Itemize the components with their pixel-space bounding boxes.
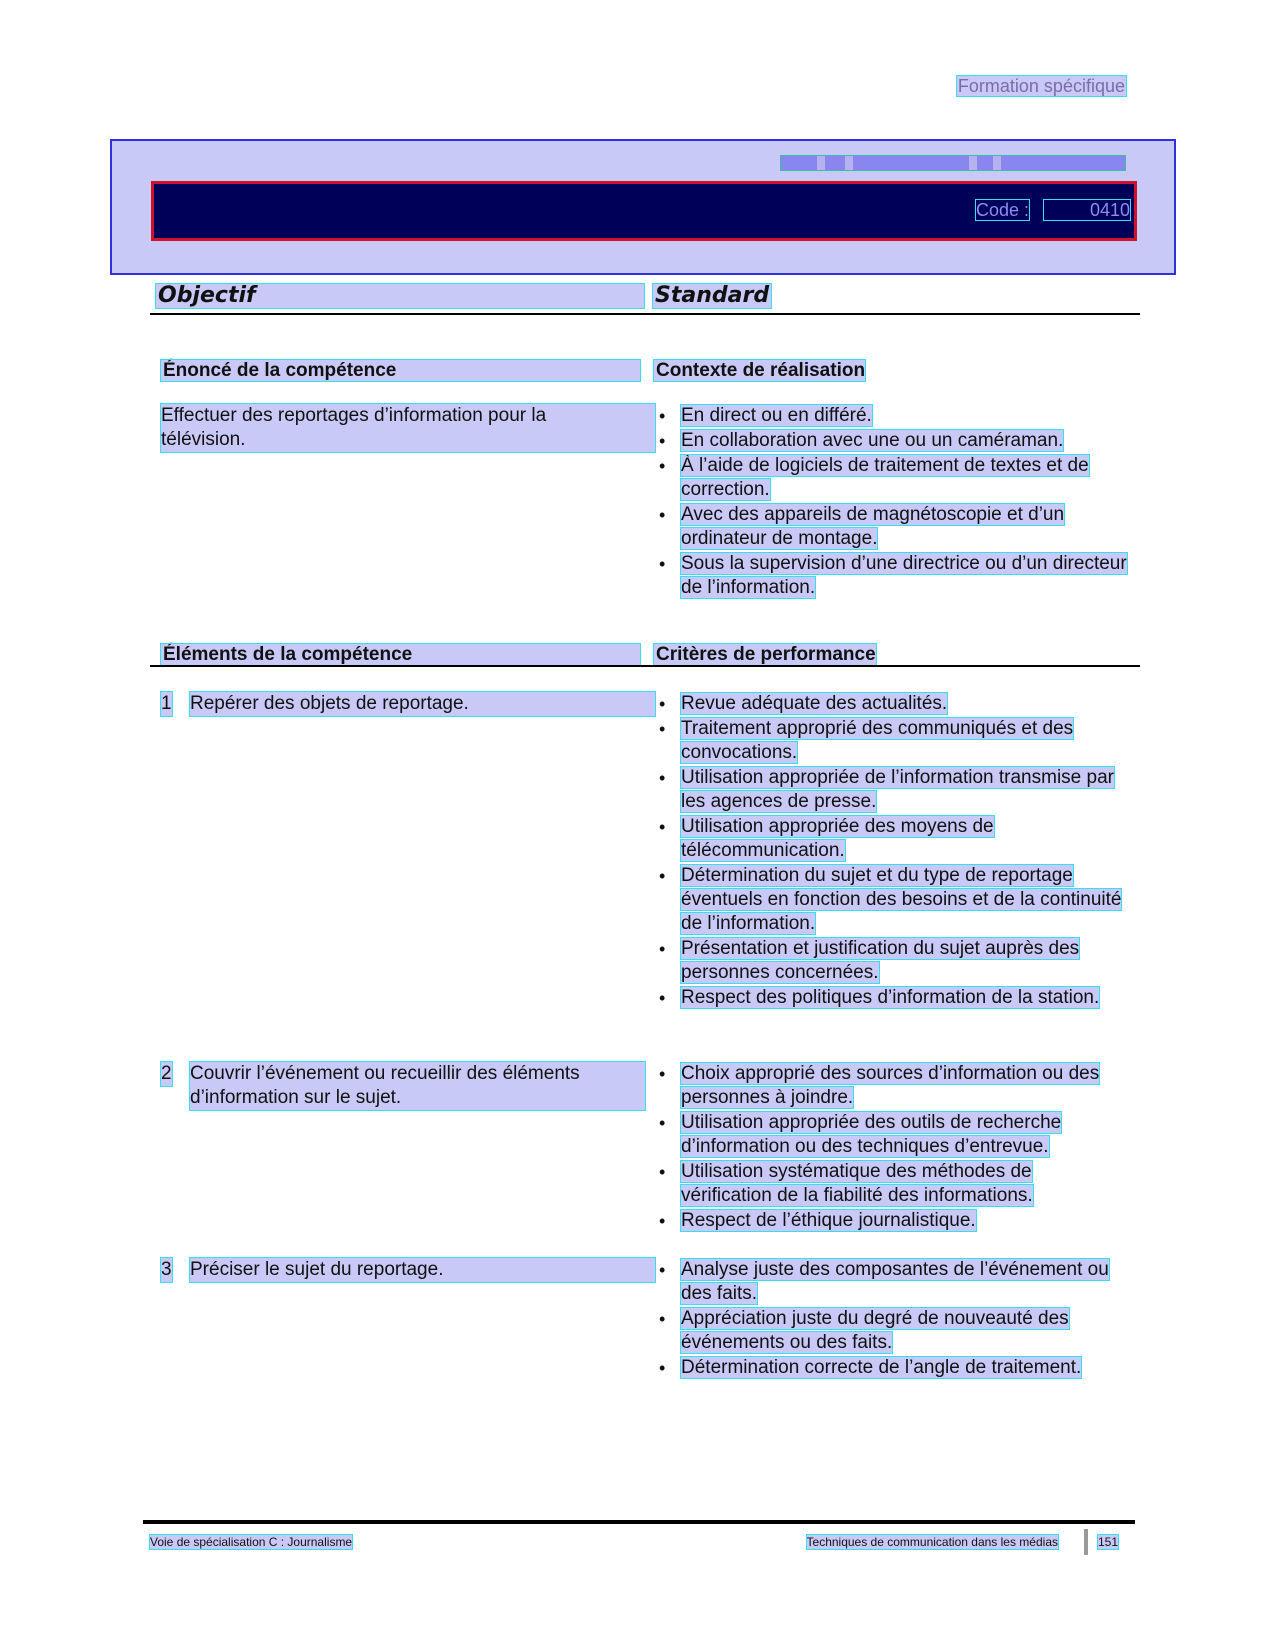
elements-heading: Éléments de la compétence	[161, 644, 640, 665]
element-text: Préciser le sujet du reportage.	[190, 1258, 655, 1282]
code-label: Code :	[976, 200, 1030, 220]
criteria-list-3	[657, 1258, 1127, 1381]
footer-separator	[1084, 1529, 1088, 1555]
code-value: 0410	[1044, 200, 1130, 220]
section-divider	[150, 313, 1140, 315]
enonce-text: Effectuer des reportages d’information pour la télévision.	[161, 404, 655, 452]
header-banner	[110, 139, 1176, 275]
page-footer	[150, 1535, 1118, 1549]
formation-label: Formation spécifique	[957, 76, 1125, 96]
contexte-list	[657, 404, 1127, 601]
list-item: • Revue adéquate des actualités.	[657, 692, 1127, 716]
list-item: • Traitement approprié des communiqués et des convocations.	[657, 717, 1127, 765]
footer-right: Techniques de communication dans les médias	[806, 1535, 1058, 1549]
element-number: 1	[161, 693, 172, 714]
list-item: • Sous la supervision d’une directrice ou d’un directeur de l’information.	[657, 552, 1127, 600]
list-item: • Détermination correcte de l’angle de traitement.	[657, 1356, 1127, 1380]
list-item: • Respect des politiques d’information de la station.	[657, 986, 1127, 1010]
criteria-list-1	[657, 692, 1127, 1011]
list-item: • Utilisation appropriée des moyens de télécommunication.	[657, 815, 1127, 863]
criteres-heading: Critères de performance	[656, 644, 876, 665]
list-item: • Présentation et justification du sujet auprès des personnes concernées.	[657, 937, 1127, 985]
footer-rule	[143, 1520, 1135, 1524]
footer-left: Voie de spécialisation C : Journalisme	[150, 1535, 353, 1549]
list-item: • En collaboration avec une ou un caméraman.	[657, 429, 1127, 453]
list-item: • Respect de l’éthique journalistique.	[657, 1209, 1127, 1233]
element-number: 2	[161, 1063, 172, 1084]
standard-heading: Standard	[655, 283, 770, 308]
list-item: • Détermination du sujet et du type de reportage éventuels en fonction des besoins et de la continuité de l’information.	[657, 864, 1127, 936]
list-item: • Utilisation appropriée de l’information transmise par les agences de presse.	[657, 766, 1127, 814]
header-strip	[780, 155, 1126, 171]
list-item: • Avec des appareils de magnétoscopie et d’un ordinateur de montage.	[657, 503, 1127, 551]
list-item: • Appréciation juste du degré de nouveauté des événements ou des faits.	[657, 1307, 1127, 1355]
list-item: • À l’aide de logiciels de traitement de textes et de correction.	[657, 454, 1127, 502]
contexte-heading: Contexte de réalisation	[656, 360, 866, 381]
list-item: • Utilisation appropriée des outils de recherche d’information ou des techniques d’entrevue.	[657, 1111, 1127, 1159]
list-item: • Utilisation systématique des méthodes de vérification de la fiabilité des informations.	[657, 1160, 1127, 1208]
list-item: • En direct ou en différé.	[657, 404, 1127, 428]
criteria-list-2	[657, 1062, 1127, 1234]
code-bar	[151, 181, 1137, 241]
element-text: Couvrir l’événement ou recueillir des éléments d’information sur le sujet.	[190, 1062, 645, 1110]
element-text: Repérer des objets de reportage.	[190, 692, 655, 716]
page-number: 151	[1097, 1535, 1118, 1549]
enonce-heading: Énoncé de la compétence	[161, 360, 640, 381]
objectif-heading: Objectif	[156, 284, 644, 308]
list-item: • Analyse juste des composantes de l’événement ou des faits.	[657, 1258, 1127, 1306]
elements-divider	[150, 665, 1140, 667]
element-number: 3	[161, 1259, 172, 1280]
list-item: • Choix approprié des sources d’information ou des personnes à joindre.	[657, 1062, 1127, 1110]
